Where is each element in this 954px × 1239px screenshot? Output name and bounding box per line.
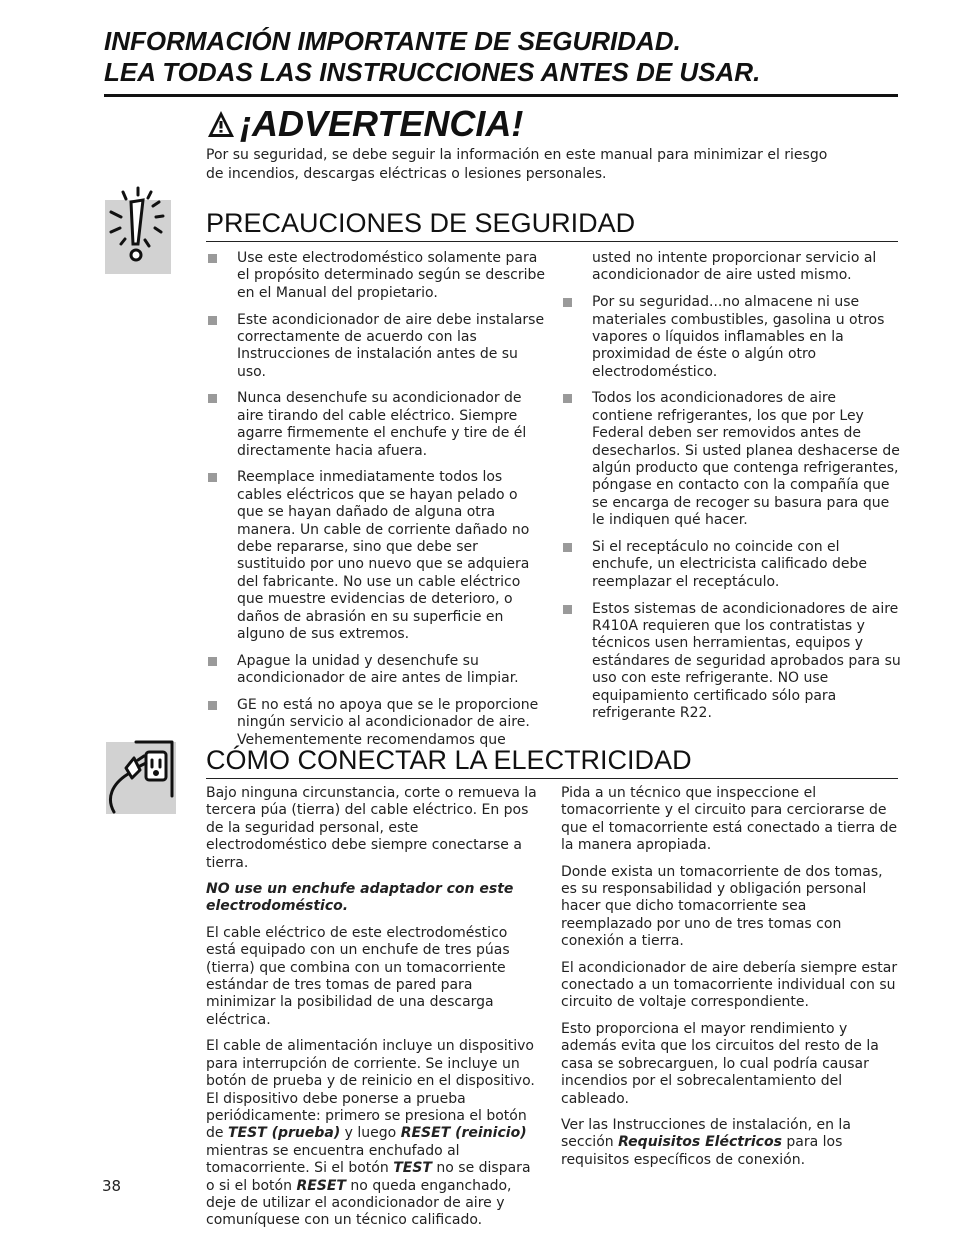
paragraph-bold <box>206 881 538 916</box>
list-item: GE no está no apoya que se le proporcione ningún servicio al acondicionador de aire. Vehementemente recomendamos que <box>206 697 546 749</box>
text-span: no se dispara o si el botón <box>206 1160 531 1194</box>
paragraph: Esto proporciona el mayor rendimiento y además evita que los circuitos del resto de la casa se sobrecarguen, lo cual podría causar incendios por el sobrecalentamiento del cableado. <box>561 1020 879 1107</box>
warning-title-text: ¡ADVERTENCIA! <box>240 103 524 144</box>
header-line-1: INFORMACIÓN IMPORTANTE DE SEGURIDAD. <box>104 26 681 56</box>
text-span: Ver las Instrucciones de instalación, en la sección <box>561 1116 851 1151</box>
adapter-warning: NO use un enchufe adaptador con este electrodoméstico. <box>206 881 514 915</box>
list-item: Si el receptáculo no coincide con el enchufe, un electricista calificado debe reemplazar el receptáculo. <box>561 539 901 591</box>
list-item: Nunca desenchufe su acondicionador de aire tirando del cable eléctrico. Siempre agarre firmemente el enchufe y tire de él directamente hacia afuera. <box>206 390 546 460</box>
reset-button-label: RESET <box>296 1177 346 1194</box>
text-span: para los requisitos específicos de conexión. <box>561 1134 843 1168</box>
paragraph: El acondicionador de aire debería siempre estar conectado a un tomacorriente individual con su circuito de voltaje correspondiente. <box>561 959 898 1011</box>
list-item: Por su seguridad...no almacene ni use materiales combustibles, gasolina u otros vapores o líquidos inflamables en la proximidad de éste o algún otro electrodoméstico. <box>561 294 901 381</box>
electricity-right-column <box>561 785 901 1178</box>
text-span: no queda enganchado, deje de utilizar el acondicionador de aire y comuníquese con un técnico calificado. <box>206 1177 512 1229</box>
precautions-left-column <box>206 250 546 758</box>
text-span: y luego <box>340 1125 401 1142</box>
test-button-label: TEST <box>393 1160 432 1177</box>
text-span: mientras se encuentra enchufado al tomacorriente. Si el botón <box>206 1142 460 1177</box>
paragraph <box>206 1038 538 1229</box>
precautions-right-column <box>561 250 901 732</box>
list-item: Apague la unidad y desenchufe su acondicionador de aire antes de limpiar. <box>206 653 546 688</box>
page-header <box>104 26 898 97</box>
exclamation-icon <box>105 200 171 274</box>
warning-triangle-icon <box>206 109 236 139</box>
electricity-left-column <box>206 785 538 1239</box>
list-item: Todos los acondicionadores de aire contiene refrigerantes, los que por Ley Federal deben ser removidos antes de desecharlos. Si usted planea deshacerse de algún producto que contenga refrigerantes, póngase en contacto con la compañía que se encarga de recoger su basura para que le indiquen qué hacer. <box>561 390 901 529</box>
paragraph: Pida a un técnico que inspeccione el tomacorriente y el circuito para cerciorarse de que el tomacorriente está conectado a tierra de la manera apropiada. <box>561 785 898 854</box>
warning-text: Por su seguridad, se debe seguir la información en este manual para minimizar el riesgo de incendios, descargas eléctricas o lesiones personales. <box>206 147 828 182</box>
precautions-heading: PRECAUCIONES DE SEGURIDAD <box>206 207 898 242</box>
reset-button-label: RESET (reinicio) <box>400 1125 527 1142</box>
paragraph <box>561 1117 901 1169</box>
list-item-continuation: usted no intente proporcionar servicio al acondicionador de aire usted mismo. <box>592 250 877 284</box>
list-item: Reemplace inmediatamente todos los cables eléctricos que se hayan pelado o que se hayan dañado de alguna otra manera. Un cable de corriente dañado no debe repararse, sino que debe ser sustituido por uno nuevo que se adquiera del fabricante. No use un cable eléctrico que muestre evidencias de deterioro, o daños de abrasión en su superficie en alguno de sus extremos. <box>206 469 546 643</box>
list-item: Use este electrodoméstico solamente para el propósito determinado según se describe en el Manual del propietario. <box>206 250 546 302</box>
page-number: 38 <box>102 1177 122 1195</box>
test-button-label: TEST (prueba) <box>227 1125 341 1142</box>
header-line-2: LEA TODAS LAS INSTRUCCIONES ANTES DE USAR. <box>104 57 761 87</box>
list-item: Estos sistemas de acondicionadores de aire R410A requieren que los contratistas y técnicos usen herramientas, equipos y estándares de seguridad aprobados para su uso con este refrigerante. NO use equipamiento certificado sólo para refrigerante R22. <box>561 601 901 723</box>
electrical-requirements-label: Requisitos Eléctricos <box>618 1134 782 1151</box>
paragraph: Bajo ninguna circunstancia, corte o remueva la tercera púa (tierra) del cable eléctrico. En pos de la seguridad personal, este electrodoméstico debe siempre conectarse a tierra. <box>206 785 537 871</box>
electricity-heading: CÓMO CONECTAR LA ELECTRICIDAD <box>206 744 898 779</box>
list-item: Este acondicionador de aire debe instalarse correctamente de acuerdo con las Instrucciones de instalación antes de su uso. <box>206 312 546 382</box>
plug-outlet-icon <box>106 742 176 814</box>
warning-title <box>206 102 523 146</box>
paragraph: El cable eléctrico de este electrodoméstico está equipado con un enchufe de tres púas (tierra) que combina con un tomacorriente estándar de tres tomas de pared para minimizar la posibilidad de una descarga eléctrica. <box>206 924 510 1028</box>
text-span: El cable de alimentación incluye un dispositivo para interrupción de corriente. Se incluye un botón de prueba y de reinicio en el dispositivo. El dispositivo debe ponerse a prueba periódicamente: primero se presiona el botón de <box>206 1038 535 1142</box>
paragraph: Donde exista un tomacorriente de dos tomas, es su responsabilidad y obligación personal hacer que dicho tomacorriente sea reemplazado por uno de tres tomas con conexión a tierra. <box>561 863 883 950</box>
